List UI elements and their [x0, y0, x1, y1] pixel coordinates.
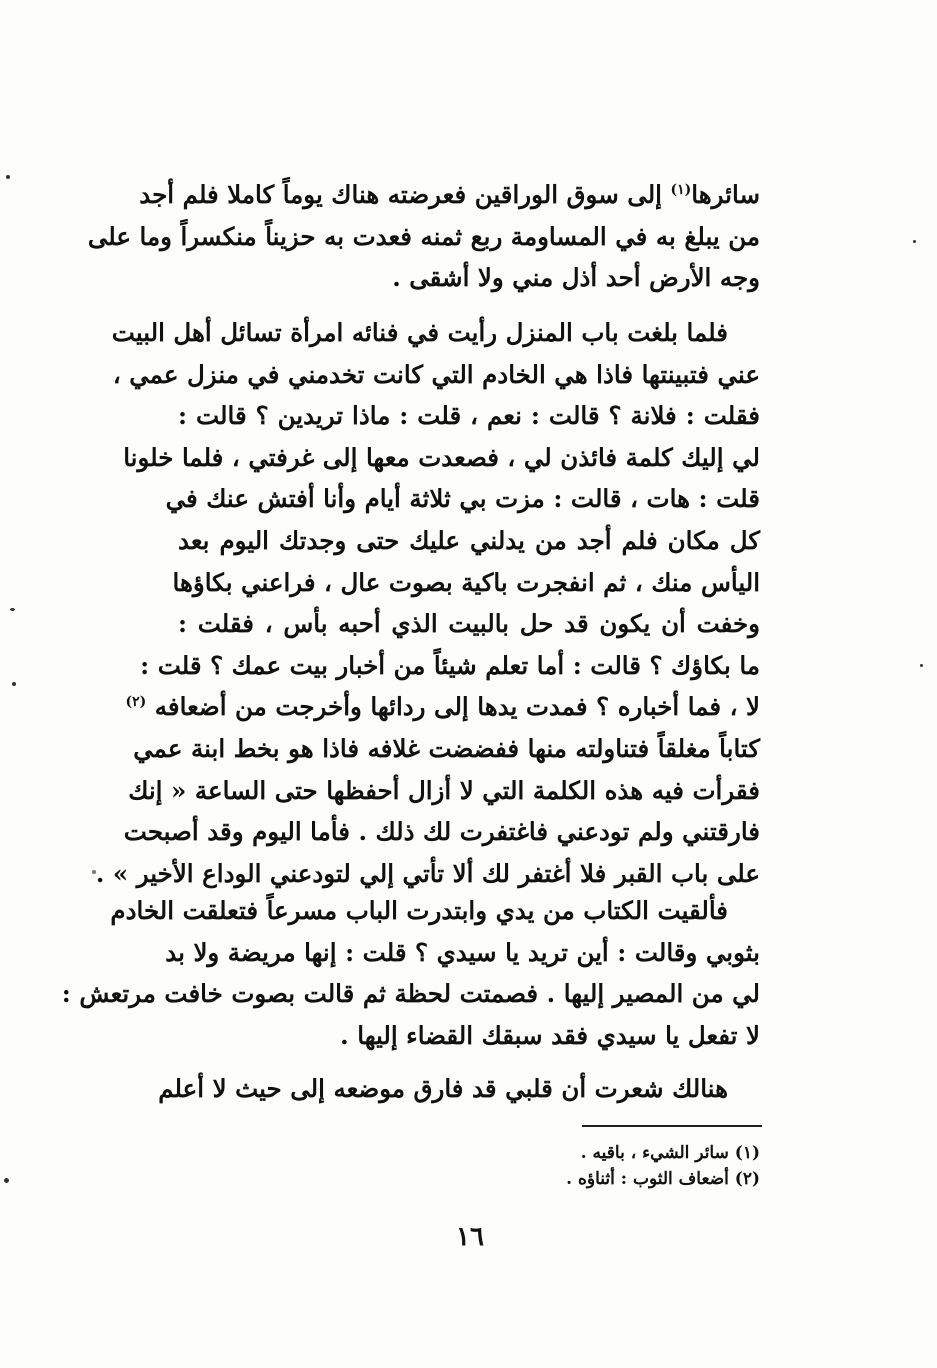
- text-line: كتاباً مغلقاً فتناولته منها ففضضت غلافه فاذا هو بخط ابنة عمي: [133, 733, 760, 763]
- scan-speck: [4, 1178, 9, 1183]
- text-line: فألقيت الكتاب من يدي وابتدرت الباب مسرعاً فتعلقت الخادم: [110, 896, 728, 925]
- paragraph-2: [95, 312, 760, 894]
- footnote-1: (١) سائر الشيء ، باقيه .: [580, 1143, 760, 1163]
- footnote-separator: [582, 1125, 762, 1127]
- text-line: من يبلغ به في المساومة ربع ثمنه فعدت به حزيناً منكسراً وما على: [87, 221, 760, 251]
- text-line: عني فتبينتها فاذا هي الخادم التي كانت تخدمني في منزل عمي ،: [112, 359, 760, 389]
- scan-speck: [913, 240, 916, 243]
- paragraph-1: [87, 174, 760, 299]
- scan-speck: [92, 870, 96, 874]
- footnote-2: (٢) أضعاف الثوب : أثناؤه .: [566, 1169, 760, 1189]
- text-line: لا تفعل يا سيدي فقد سبقك القضاء إليها .: [340, 1020, 760, 1050]
- scan-speck: [10, 608, 15, 611]
- text-line: قلت : هات ، قالت : مزت بي ثلاثة أيام وأنا أفتش عنك في: [165, 484, 760, 514]
- footnote-marker-1: (١): [670, 181, 692, 198]
- text-line: ما بكاؤك ؟ قالت : أما تعلم شيئاً من أخبار بيت عمك ؟ قلت :: [140, 650, 760, 680]
- text-line: بثوبي وقالت : أين تريد يا سيدي ؟ قلت : إنها مريضة ولا بد: [165, 937, 760, 967]
- scan-speck: [6, 175, 10, 179]
- text-line: هنالك شعرت أن قلبي قد فارق موضعه إلى حيث لا أعلم: [158, 1074, 728, 1103]
- footnote-marker-2: (٢): [125, 694, 147, 711]
- text-line: فلما بلغت باب المنزل رأيت في فنائه امرأة تسائل أهل البيت: [111, 318, 728, 347]
- footnotes: [420, 1140, 760, 1192]
- paragraph-4: [158, 1068, 760, 1110]
- text-line: فقرأت فيه هذه الكلمة التي لا أزال أحفظها حتى الساعة « إنك: [128, 775, 760, 805]
- text-line: اليأس منك ، ثم انفجرت باكية بصوت عال ، فراعني بكاؤها: [172, 567, 760, 597]
- text-line: كل مكان فلم أجد من يدلني عليك حتى وجدتك اليوم بعد: [178, 525, 760, 555]
- scan-speck: [12, 682, 16, 686]
- text-line: لا ، فما أخباره ؟ فمدت يدها إلى ردائها وأخرجت من أضعافه $^{(٢)}$: [125, 692, 760, 722]
- text-line: فارقتني ولم تودعني فاغتفرت لك ذلك . فأما اليوم وقد أصبحت: [123, 817, 760, 847]
- scan-speck: [920, 664, 923, 667]
- text-line: وخفت أن يكون قد حل بالبيت الذي أحبه بأس ، فقلت :: [178, 609, 760, 639]
- paragraph-3: [61, 890, 760, 1056]
- text-line: لي من المصير إليها . فصمتت لحظة ثم قالت بصوت خافت مرتعش :: [61, 979, 760, 1009]
- text-line: وجه الأرض أحد أذل مني ولا أشقى .: [392, 263, 760, 293]
- text-line: لي إليك كلمة فائذن لي ، فصعدت معها إلى غرفتي ، فلما خلونا: [123, 442, 760, 472]
- page-number: ١٦: [456, 1222, 484, 1252]
- text-line: فقلت : فلانة ؟ قالت : نعم ، قلت : ماذا تريدين ؟ قالت :: [178, 401, 760, 431]
- text-line: على باب القبر فلا أغتفر لك ألا تأتي إلي لتودعني الوداع الأخير » .: [95, 858, 760, 888]
- text-line: سائرها$^{(١)}$ إلى سوق الوراقين فعرضته هناك يوماً كاملا فلم أجد: [139, 180, 760, 209]
